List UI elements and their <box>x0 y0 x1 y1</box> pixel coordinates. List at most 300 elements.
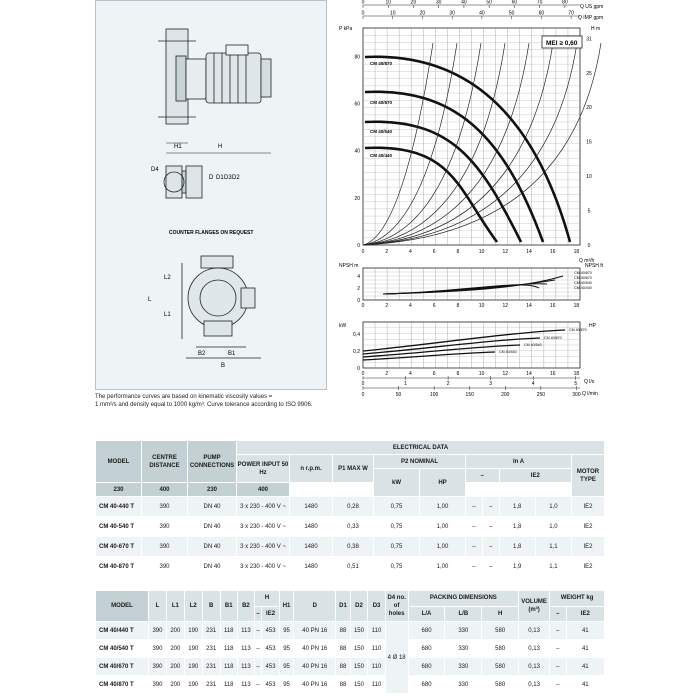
head-right-tick: 20 <box>586 105 592 112</box>
table-cell: 1,0 <box>535 517 571 537</box>
table-cell: 1,00 <box>420 557 466 577</box>
tick-label: 40 <box>479 10 485 17</box>
table-cell: 190 <box>184 658 202 676</box>
table-cell: 390 <box>149 658 167 676</box>
npsh-curve-label: CM 40/440 <box>574 286 592 290</box>
table-row <box>96 537 605 557</box>
table-cell: 95 <box>280 640 294 658</box>
col2-volume: VOLUME (m³) <box>519 591 550 622</box>
col-400a: 400 <box>142 483 188 497</box>
tick-label: 10 <box>389 10 396 17</box>
table-cell: – <box>550 658 567 676</box>
ls-tick: 1 <box>404 381 407 387</box>
col2-b2: B2 <box>237 591 254 622</box>
tick-label: 60 <box>538 10 545 17</box>
col2-b1: B1 <box>220 591 237 622</box>
head-m-label: H m <box>591 26 601 32</box>
table-cell: IE2 <box>572 537 605 557</box>
dim-d2: D2 <box>232 175 240 181</box>
table-cell: 390 <box>142 497 188 517</box>
head-left-tick: 0 <box>357 243 360 249</box>
col2-ph: H <box>482 606 519 622</box>
dim-d: D <box>209 175 214 181</box>
top-axis-us-label: Q US gpm <box>580 4 604 10</box>
col2-packing: PACKING DIMENSIONS <box>408 591 518 607</box>
table-cell: 390 <box>142 557 188 577</box>
dim-h1: H1 <box>174 144 182 150</box>
col2-d2: D2 <box>350 591 368 622</box>
col2-w-ie2: IE2 <box>566 606 604 622</box>
ls-label: Q l/s <box>584 379 595 385</box>
tick-label: 80 <box>562 0 568 6</box>
npsh-left-label: NPSH m <box>339 263 359 269</box>
tick-label: 70 <box>536 0 543 6</box>
counter-flanges-note: COUNTER FLANGES ON REQUEST <box>169 230 254 236</box>
curve-label: CM 40/440 <box>370 153 393 158</box>
caption-line-2: 1 mm²/s and density equal to 1000 kg/m³. Curve tolerance according to ISO 9906. <box>95 402 313 408</box>
head-left-tick: 60 <box>354 101 360 108</box>
table-cell: 580 <box>482 622 519 640</box>
table-cell: 110 <box>368 622 385 640</box>
npsh-curve-label: CM 40/870 <box>574 271 592 275</box>
col2-h-dash: – <box>255 606 262 622</box>
table-cell: 390 <box>149 622 167 640</box>
tick-label: 70 <box>568 10 574 17</box>
col2-weight: WEIGHT kg <box>550 591 605 607</box>
col-ina-ie2: IE2 <box>499 469 571 483</box>
lmin-label: Q l/min <box>582 391 598 397</box>
q-label: Q m³/h <box>579 258 595 264</box>
head-kpa-label: P kPa <box>339 26 353 32</box>
head-right-tick: 15 <box>586 139 592 146</box>
table-cell: – <box>482 517 499 537</box>
table-cell: 680 <box>408 658 445 676</box>
col2-h-ie2: IE2 <box>262 606 280 622</box>
table-cell: 1,8 <box>499 517 535 537</box>
q-tick: 12 <box>502 249 509 255</box>
lmin-tick: 200 <box>501 392 510 398</box>
table-cell: 453 <box>262 622 280 640</box>
dim-b: B <box>221 363 226 369</box>
table-row <box>96 676 605 694</box>
table-cell: – <box>550 676 567 694</box>
table-cell: 1480 <box>290 557 333 577</box>
table-cell: – <box>482 557 499 577</box>
q-tick: 16 <box>549 303 556 309</box>
d4-holes-cell: 4 Ø 18 <box>385 622 408 694</box>
table-cell: 580 <box>482 676 519 694</box>
dim-d1: D1 <box>216 175 224 181</box>
table-cell: 390 <box>149 640 167 658</box>
head-right-tick: 31 <box>586 36 592 43</box>
q-tick: 4 <box>409 303 412 309</box>
table-cell: 113 <box>237 622 254 640</box>
electrical-data-table <box>95 440 605 577</box>
table-cell: – <box>550 640 567 658</box>
table-cell: 88 <box>336 676 350 694</box>
npsh-curve-label: CM 40/540 <box>574 281 592 285</box>
table-cell: 150 <box>350 676 368 694</box>
table-cell: 1,1 <box>535 557 571 577</box>
col-230b: 230 <box>188 483 237 497</box>
tick-label: 30 <box>449 10 455 17</box>
ls-tick: 0 <box>361 381 365 387</box>
table-cell: CM 40/670 T <box>96 658 149 676</box>
col2-la: L/A <box>408 606 445 622</box>
table-cell: IE2 <box>572 557 605 577</box>
table-cell: 390 <box>142 537 188 557</box>
q-tick: 6 <box>432 249 436 255</box>
q-tick: 10 <box>478 303 485 309</box>
col-kw: kW <box>374 469 420 497</box>
tick-label: 0 <box>361 0 365 6</box>
table-cell: 680 <box>408 640 445 658</box>
ls-tick: 2 <box>446 381 450 387</box>
table-cell: 3 x 230 - 400 V ~ <box>237 537 290 557</box>
table-cell: 41 <box>566 658 604 676</box>
col-ina: In A <box>466 455 572 469</box>
table-cell: 231 <box>202 676 220 694</box>
dim-b1: B1 <box>228 351 236 357</box>
table-cell: – <box>255 622 262 640</box>
col-230a: 230 <box>96 483 142 497</box>
dim-d4: D4 <box>151 167 159 173</box>
tick-label: 0 <box>361 10 365 17</box>
table-cell: DN 40 <box>188 557 237 577</box>
q-tick: 0 <box>361 303 365 309</box>
table-cell: 40 PN 16 <box>294 640 336 658</box>
tick-label: 20 <box>419 10 426 17</box>
electrical-header: ELECTRICAL DATA <box>237 441 605 455</box>
kw-tick: 0,2 <box>353 349 360 355</box>
tick-label: 40 <box>461 0 467 6</box>
q-tick: 14 <box>526 371 532 377</box>
tick-label: 50 <box>486 0 492 6</box>
col2-l: L <box>149 591 167 622</box>
table-cell: 88 <box>336 658 350 676</box>
ls-tick: 4 <box>531 381 535 387</box>
table-cell: 95 <box>280 676 294 694</box>
table-cell: CM 40-440 T <box>96 497 142 517</box>
head-right-tick: 0 <box>587 243 591 249</box>
table-cell: 231 <box>202 658 220 676</box>
table-row <box>96 640 605 658</box>
q-tick: 10 <box>478 371 485 377</box>
col2-h: H <box>255 591 280 607</box>
table-cell: CM 40-670 T <box>96 537 142 557</box>
col2-l1: L1 <box>166 591 184 622</box>
table-cell: 88 <box>336 622 350 640</box>
table-cell: 231 <box>202 622 220 640</box>
col2-d: D <box>294 591 336 622</box>
q-tick: 8 <box>456 249 460 255</box>
col2-w-dash: – <box>550 606 567 622</box>
table-cell: DN 40 <box>188 537 237 557</box>
table-cell: – <box>255 658 262 676</box>
lmin-tick: 150 <box>465 392 474 398</box>
dim-l: L <box>148 297 152 303</box>
table-cell: 110 <box>368 676 385 694</box>
q-tick: 6 <box>432 371 436 377</box>
q-tick: 18 <box>573 371 580 377</box>
ls-tick: 5 <box>574 381 578 387</box>
table-cell: 330 <box>445 622 482 640</box>
table-cell: 0,75 <box>374 557 420 577</box>
table-cell: 330 <box>445 640 482 658</box>
q-tick: 2 <box>385 249 389 255</box>
table-cell: 1480 <box>290 537 333 557</box>
table-cell: – <box>255 640 262 658</box>
table-cell: 95 <box>280 622 294 640</box>
curve-label: CM 40/540 <box>370 129 393 134</box>
table-cell: 41 <box>566 622 604 640</box>
q-tick: 2 <box>385 371 389 377</box>
table-cell: IE2 <box>572 517 605 537</box>
table-cell: CM 40/540 T <box>96 640 149 658</box>
q-tick: 14 <box>526 249 532 255</box>
kw-curve-label: CM 40/540 <box>524 343 542 347</box>
curves-caption <box>95 393 335 409</box>
table-cell: 231 <box>202 640 220 658</box>
table-cell: 3 x 230 - 400 V ~ <box>237 497 290 517</box>
kw-tick: 0,4 <box>353 332 360 338</box>
table-cell: 40 PN 16 <box>294 676 336 694</box>
table-cell: 110 <box>368 658 385 676</box>
table-cell: – <box>466 497 483 517</box>
head-right-tick: 5 <box>587 208 591 215</box>
table-cell: 40 PN 16 <box>294 658 336 676</box>
dim-d3: D3 <box>224 175 232 181</box>
table-cell: 41 <box>566 676 604 694</box>
q-tick: 12 <box>502 303 509 309</box>
table-cell: 88 <box>336 640 350 658</box>
head-left-tick: 40 <box>354 148 360 155</box>
table-cell: 1480 <box>290 517 333 537</box>
table-cell: 580 <box>482 658 519 676</box>
col-centre: CENTRE DISTANCE <box>142 441 188 483</box>
q-tick: 8 <box>456 303 460 309</box>
table-cell: 0,38 <box>333 537 374 557</box>
table-cell: CM 40-540 T <box>96 517 142 537</box>
col2-b: B <box>202 591 220 622</box>
head-right-tick: 10 <box>586 174 592 181</box>
table-cell: 453 <box>262 640 280 658</box>
table-row <box>96 557 605 577</box>
table-cell: 680 <box>408 622 445 640</box>
tick-label: 50 <box>508 10 515 17</box>
col-motor: MOTOR TYPE <box>572 455 605 497</box>
table-cell: DN 40 <box>188 497 237 517</box>
ls-tick: 3 <box>489 381 493 387</box>
pump-drawings <box>96 1 326 389</box>
col-p1: P1 MAX W <box>333 455 374 483</box>
npsh-tick: 0 <box>357 298 360 304</box>
table-cell: 150 <box>350 658 368 676</box>
col-ina-dash: – <box>466 469 500 483</box>
table-cell: – <box>255 676 262 694</box>
table-cell: 1,00 <box>420 537 466 557</box>
table-cell: 110 <box>368 640 385 658</box>
performance-chart <box>335 0 605 400</box>
table-cell: 390 <box>142 517 188 537</box>
table-cell: – <box>482 497 499 517</box>
col-model: MODEL <box>96 441 142 483</box>
tick-label: 10 <box>385 0 392 6</box>
npsh-curve-label: CM 40/670 <box>574 276 592 280</box>
q-tick: 16 <box>549 249 556 255</box>
q-tick: 18 <box>573 303 580 309</box>
top-axis-imp-label: Q IMP gpm <box>578 15 604 21</box>
table-cell: 1,8 <box>499 497 535 517</box>
col2-d4: D4 no. of holes <box>385 591 408 622</box>
table-cell: 41 <box>566 640 604 658</box>
table-cell: – <box>466 537 483 557</box>
col2-model: MODEL <box>96 591 149 622</box>
table-cell: 113 <box>237 658 254 676</box>
lmin-tick: 50 <box>395 392 402 398</box>
table-cell: 1480 <box>290 497 333 517</box>
col2-d1: D1 <box>336 591 350 622</box>
table-cell: 190 <box>184 676 202 694</box>
mei-badge: MEI ≥ 0,60 <box>546 40 578 47</box>
drawing-panel <box>95 0 327 390</box>
q-tick: 0 <box>361 371 365 377</box>
table-cell: 95 <box>280 658 294 676</box>
table-cell: 190 <box>184 622 202 640</box>
table-cell: 113 <box>237 640 254 658</box>
kw-label: kW <box>339 323 347 329</box>
tick-label: 30 <box>435 0 442 6</box>
col-power: POWER INPUT 50 Hz <box>237 455 290 483</box>
q-tick: 2 <box>385 303 389 309</box>
table-cell: 200 <box>166 622 184 640</box>
kw-curve-label: CM 40/440 <box>499 350 517 354</box>
lmin-tick: 0 <box>361 392 365 398</box>
table-row <box>96 658 605 676</box>
table-cell: IE2 <box>572 497 605 517</box>
npsh-right-label: NPSH ft <box>585 263 604 269</box>
table-cell: CM 40/440 T <box>96 622 149 640</box>
q-tick: 14 <box>526 303 532 309</box>
curve-label: CM 40/670 <box>370 100 393 105</box>
table-cell: 118 <box>220 640 237 658</box>
table-cell: 0,13 <box>519 640 550 658</box>
table-cell: 118 <box>220 658 237 676</box>
kw-tick: 0 <box>357 366 360 372</box>
head-left-tick: 20 <box>354 195 360 202</box>
col2-l2: L2 <box>184 591 202 622</box>
table-cell: – <box>482 537 499 557</box>
dim-l2: L2 <box>164 275 171 281</box>
tick-label: 20 <box>410 0 417 6</box>
q-tick: 6 <box>432 303 436 309</box>
table-row <box>96 622 605 640</box>
table-cell: 330 <box>445 676 482 694</box>
table-cell: 0,75 <box>374 497 420 517</box>
col2-lb: L/B <box>445 606 482 622</box>
table-cell: 390 <box>149 676 167 694</box>
npsh-tick: 2 <box>357 286 360 292</box>
col-rpm: n r.p.m. <box>290 455 333 483</box>
col-400b: 400 <box>237 483 290 497</box>
table-cell: 330 <box>445 658 482 676</box>
table-cell: 0,13 <box>519 622 550 640</box>
table-cell: 1,00 <box>420 517 466 537</box>
table-cell: 580 <box>482 640 519 658</box>
table-cell: 0,75 <box>374 517 420 537</box>
table-cell: 118 <box>220 622 237 640</box>
q-tick: 4 <box>409 249 412 255</box>
dimensions-table <box>95 590 605 694</box>
q-tick: 16 <box>549 371 556 377</box>
table-cell: 113 <box>237 676 254 694</box>
table-cell: 453 <box>262 676 280 694</box>
table-cell: 150 <box>350 640 368 658</box>
col2-h1: H1 <box>280 591 294 622</box>
table-cell: 3 x 230 - 400 V ~ <box>237 557 290 577</box>
table-cell: CM 40-870 T <box>96 557 142 577</box>
table-cell: 190 <box>184 640 202 658</box>
q-tick: 12 <box>502 371 509 377</box>
table-cell: 0,13 <box>519 676 550 694</box>
table-cell: 150 <box>350 622 368 640</box>
table-cell: 3 x 230 - 400 V ~ <box>237 517 290 537</box>
table-cell: 0,33 <box>333 517 374 537</box>
q-tick: 8 <box>456 371 460 377</box>
table-cell: – <box>550 622 567 640</box>
dim-h: H <box>218 144 223 150</box>
table-cell: 1,00 <box>420 497 466 517</box>
table-row <box>96 497 605 517</box>
table-cell: 1,0 <box>535 497 571 517</box>
head-right-tick: 25 <box>586 70 592 77</box>
table-cell: 0,75 <box>374 537 420 557</box>
table-cell: 118 <box>220 676 237 694</box>
lmin-tick: 300 <box>572 392 581 398</box>
lmin-tick: 250 <box>536 392 546 398</box>
table-cell: DN 40 <box>188 517 237 537</box>
col-p2: P2 NOMINAL <box>374 455 466 469</box>
table-cell: 1,1 <box>535 537 571 557</box>
table-cell: CM 40/870 T <box>96 676 149 694</box>
q-tick: 10 <box>478 249 485 255</box>
table-row <box>96 517 605 537</box>
tick-label: 60 <box>511 0 518 6</box>
head-left-tick: 80 <box>354 54 360 61</box>
table-cell: 200 <box>166 658 184 676</box>
curve-label: CM 40/870 <box>370 61 393 66</box>
table-cell: – <box>466 557 483 577</box>
caption-line-1: The performance curves are based on kinematic viscosity values = <box>95 394 273 400</box>
table-cell: 1,9 <box>499 557 535 577</box>
table-cell: 1,8 <box>499 537 535 557</box>
table-cell: 200 <box>166 640 184 658</box>
kw-curve-label: CM 40/870 <box>569 328 587 332</box>
col-hp: HP <box>420 469 466 497</box>
dim-l1: L1 <box>164 312 171 318</box>
table-cell: – <box>466 517 483 537</box>
q-tick: 18 <box>573 249 580 255</box>
hp-label: HP <box>589 323 596 329</box>
table-cell: 200 <box>166 676 184 694</box>
table-cell: 0,28 <box>333 497 374 517</box>
col2-d3: D3 <box>368 591 385 622</box>
table-cell: 0,13 <box>519 658 550 676</box>
lmin-tick: 100 <box>429 392 439 398</box>
col-pump: PUMP CONNECTIONS <box>188 441 237 483</box>
q-tick: 0 <box>361 249 365 255</box>
table-cell: 680 <box>408 676 445 694</box>
